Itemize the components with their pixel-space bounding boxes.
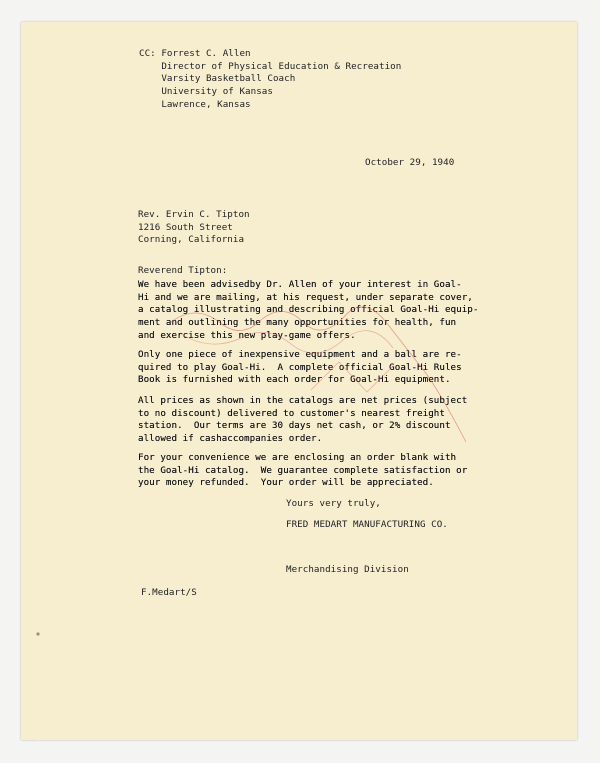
body-line: quired to play Goal-Hi. A complete official Goal-Hi Rules — [138, 361, 462, 373]
recipient-line: 1216 South Street — [138, 221, 233, 233]
recipient-line: Rev. Ervin C. Tipton — [138, 209, 250, 220]
body-line: the Goal-Hi catalog. We guarantee complete satisfaction or — [138, 464, 468, 476]
body-line: ment and outlining the many opportunities for health, fun — [138, 317, 457, 329]
body-line: We have been advisedby Dr. Allen of your interest in Goal- — [138, 279, 462, 290]
paragraph-3 — [138, 395, 467, 446]
body-line: station. Our terms are 30 days net cash, or 2% discount — [138, 420, 451, 432]
letter-date: October 29, 1940 — [365, 157, 455, 168]
body-line: Only one piece of inexpensive equipment and a ball are re- — [138, 349, 462, 360]
body-line: and exercise this new play-game offers. — [138, 329, 356, 341]
cc-line: University of Kansas — [139, 86, 273, 98]
salutation: Reverend Tipton: — [138, 265, 228, 276]
typist-initials: F.Medart/S — [141, 587, 197, 598]
division-name: Merchandising Division — [286, 564, 409, 575]
body-line: Hi and we are mailing, at his request, under separate cover, — [138, 291, 473, 303]
body-line: Book is furnished with each order for Goal-Hi equipment. — [138, 374, 451, 386]
body-line: For your convenience we are enclosing an order blank with — [138, 452, 457, 463]
body-line: your money refunded. Your order will be appreciated. — [138, 477, 434, 489]
closing: Yours very truly, — [286, 498, 381, 509]
body-line: a catalog illustrating and describing official Goal-Hi equip- — [138, 304, 479, 316]
body-line: to no discount) delivered to customer's nearest freight — [138, 407, 445, 419]
company-name: FRED MEDART MANUFACTURING CO. — [286, 519, 448, 530]
cc-line: Varsity Basketball Coach — [139, 73, 296, 85]
cc-line: Director of Physical Education & Recreation — [139, 60, 402, 72]
letter-page — [21, 22, 577, 740]
paragraph-2 — [138, 349, 462, 387]
cc-line: CC: Forrest C. Allen — [139, 48, 251, 59]
cc-line: Lawrence, Kansas — [139, 98, 251, 110]
recipient-line: Corning, California — [138, 234, 245, 246]
body-line: All prices as shown in the catalogs are net prices (subject — [138, 395, 468, 406]
recipient-address — [138, 209, 250, 247]
paragraph-1 — [138, 279, 478, 343]
body-line: allowed if cashaccompanies order. — [138, 433, 323, 445]
cc-block — [139, 48, 401, 112]
speck — [36, 632, 39, 635]
paragraph-4 — [138, 452, 467, 490]
